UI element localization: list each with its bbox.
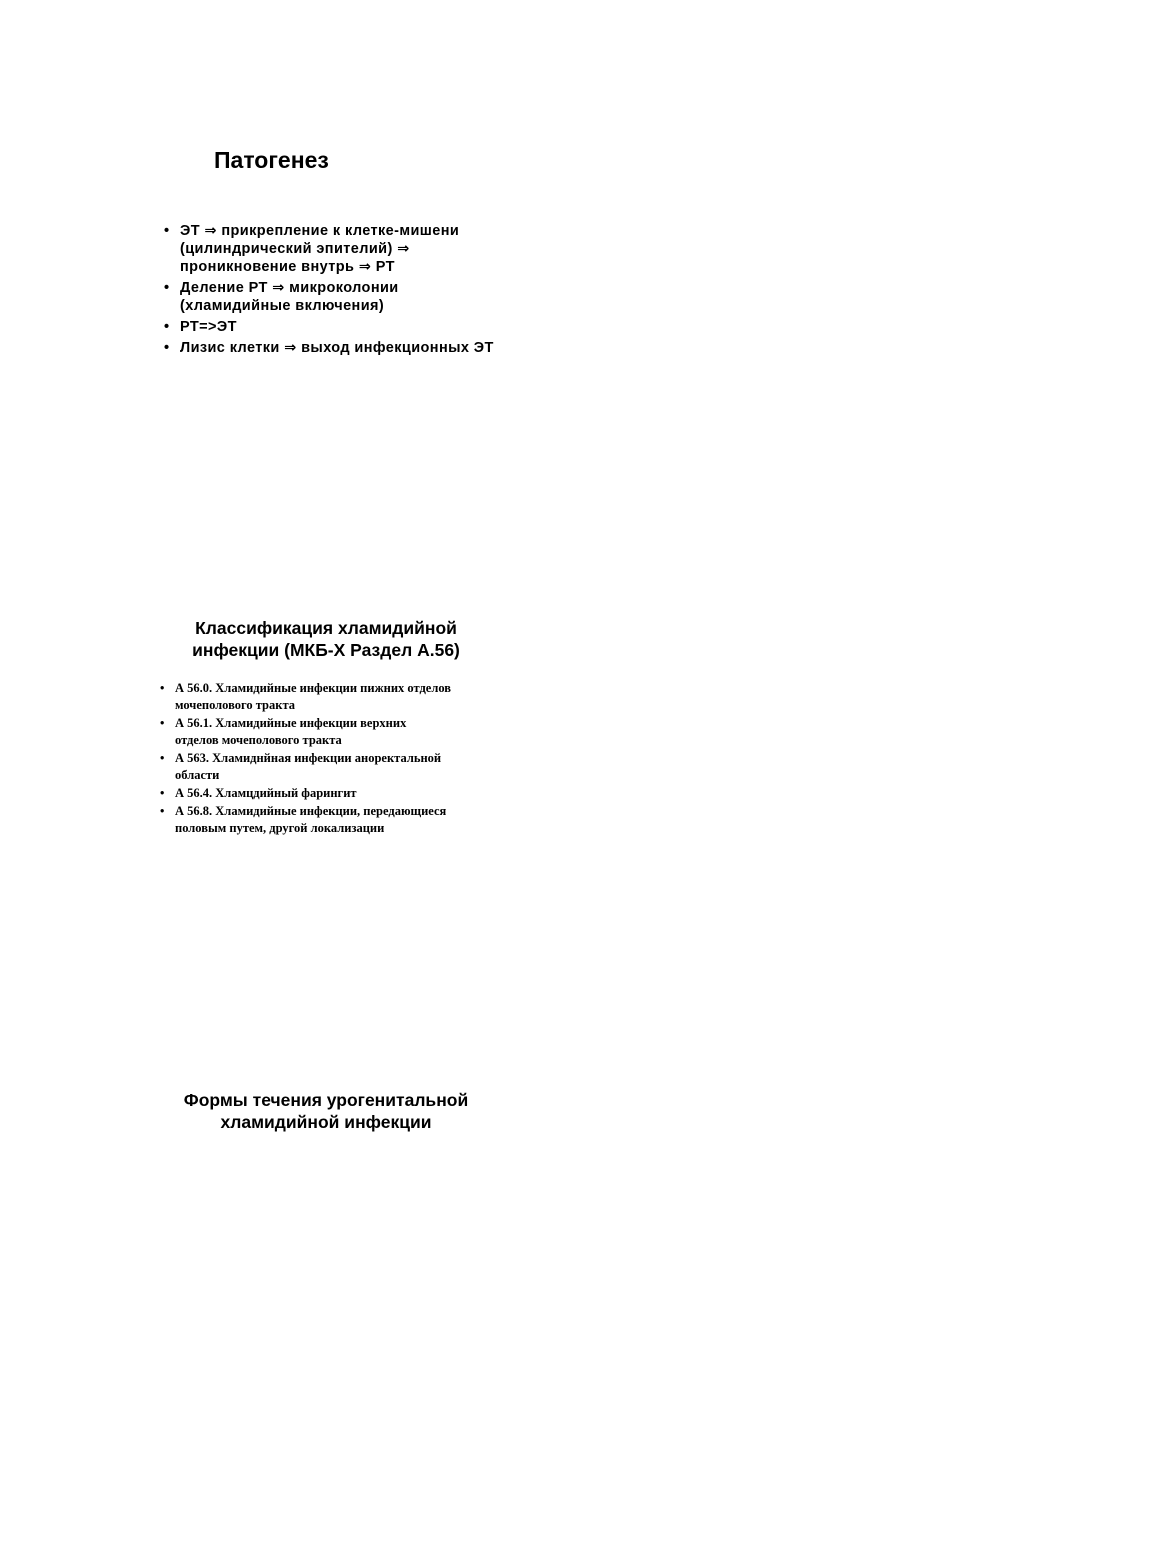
list-item-line: мочеполового тракта: [175, 698, 296, 712]
list-item-line: • Деление РТ ⇒ микроколонии: [180, 280, 399, 296]
list-item-line: половым путем, другой локализации: [175, 821, 385, 835]
list-item-line: • А 56.1. Хламидийные инфекции верхних: [175, 716, 407, 730]
list-item-line: • А 563. Хламиднйная инфекции аноректальной: [175, 751, 442, 765]
slide-title: Патогенез: [214, 147, 329, 173]
list-item-line: отделов мочеполового тракта: [175, 733, 342, 747]
pathogenesis-list: [163, 222, 494, 360]
list-item: [163, 339, 494, 357]
list-item-line: • Лизис клетки ⇒ выход инфекционных ЭТ: [180, 340, 494, 356]
list-item: [158, 785, 451, 802]
slide-title: [150, 1089, 502, 1133]
list-item-line: проникновение внутрь ⇒ РТ: [180, 259, 395, 275]
classification-list: [158, 680, 451, 838]
list-item: [163, 222, 494, 276]
slide-title-line: инфекции (МКБ-Х Раздел А.56): [192, 640, 460, 660]
list-item-line: • РТ=>ЭТ: [180, 319, 237, 335]
list-item: [163, 318, 494, 336]
list-item-line: (цилиндрический эпителий) ⇒: [180, 241, 410, 257]
list-item-line: (хламидийные включения): [180, 298, 385, 314]
slide-title-line: хламидийной инфекции: [220, 1112, 432, 1132]
list-item-line: • А 56.4. Хламцдийный фарингит: [175, 786, 357, 800]
list-item: [158, 680, 451, 714]
list-item: [158, 715, 451, 749]
list-item-line: области: [175, 768, 220, 782]
list-item-line: • А 56.0. Хламидийные инфекции пижних отделов: [175, 681, 452, 695]
list-item: [158, 750, 451, 784]
list-item: [158, 803, 451, 837]
slide-title: [150, 617, 502, 661]
list-item: [163, 279, 494, 315]
list-item-line: • А 56.8. Хламидийные инфекции, передающиеся: [175, 804, 447, 818]
slide-title-line: Классификация хламидийной: [195, 618, 457, 638]
slide-title-line: Формы течения урогенитальной: [183, 1090, 469, 1110]
list-item-line: • ЭТ ⇒ прикрепление к клетке-мишени: [180, 223, 460, 239]
